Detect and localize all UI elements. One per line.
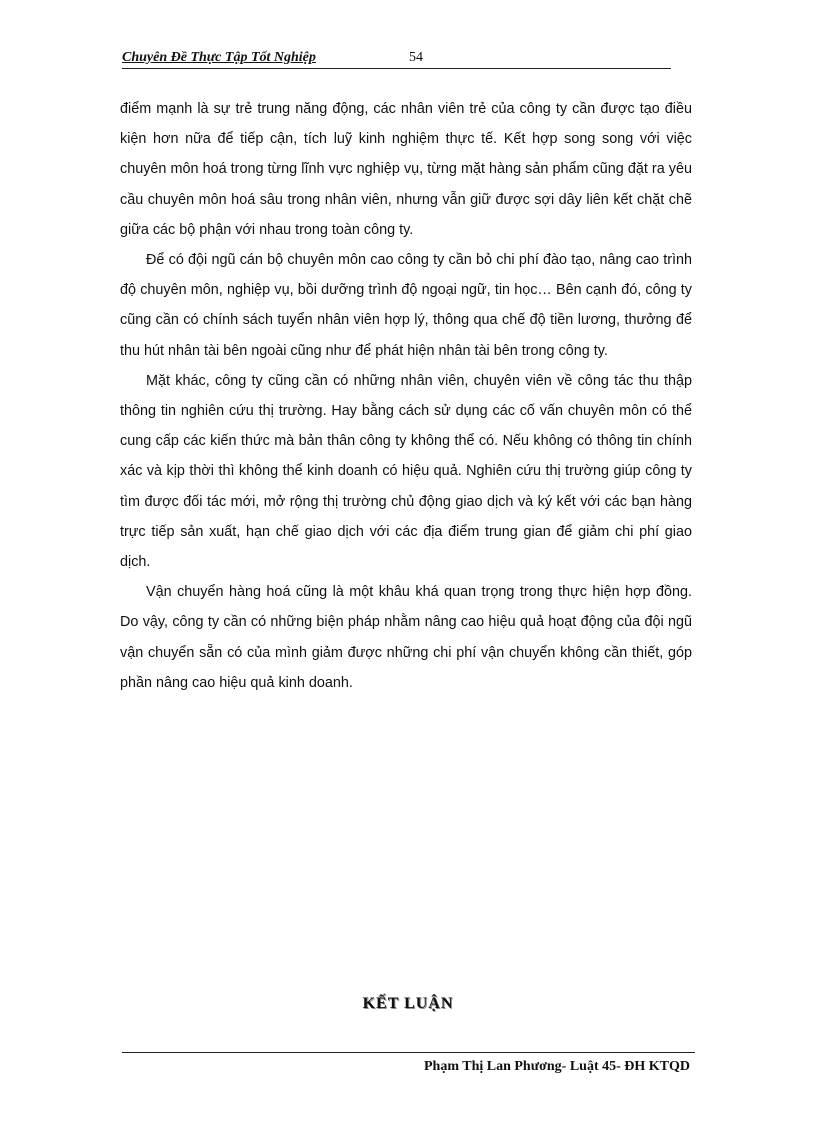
footer-rule [122,1052,695,1053]
paragraph-4: Vận chuyển hàng hoá cũng là một khâu khá quan trọng trong thực hiện hợp đồng. Do vậy, công ty cần có những biện pháp nhằm nâng cao hiệu quả hoạt động của đội ngũ vận chuyển sẵn có của mình giảm được những chi phí vận chuyển không cần thiết, góp phần nâng cao hiệu quả kinh doanh. [120,584,692,691]
page-header [122,50,671,69]
page-number: 54 [409,50,423,65]
document-title: Chuyên Đề Thực Tập Tốt Nghiệp [122,50,316,65]
footer-author: Phạm Thị Lan Phương- Luật 45- ĐH KTQD [424,1059,690,1074]
paragraph-2: Để có đội ngũ cán bộ chuyên môn cao công ty cần bỏ chi phí đào tạo, nâng cao trình độ chuyên môn, nghiệp vụ, bồi dưỡng trình độ ngoại ngữ, tin học… Bên cạnh đó, công ty cũng cần có chính sách tuyển nhân viên hợp lý, thông qua chế độ tiền lương, thưởng để thu hút nhân tài bên ngoài cũng như để phát hiện nhân tài bên trong công ty. [120,252,692,359]
paragraph-1: điểm mạnh là sự trẻ trung năng động, các nhân viên trẻ của công ty cần được tạo điều kiện hơn nữa để tiếp cận, tích luỹ kinh nghiệm thực tế. Kết hợp song song với việc chuyên môn hoá trong từng lĩnh vực nghiệp vụ, từng mặt hàng sản phẩm cũng đặt ra yêu cầu chuyên môn hoá sâu trong nhân viên, nhưng vẫn giữ được sợi dây liên kết chặt chẽ giữa các bộ phận với nhau trong toàn công ty. [120,101,692,238]
section-heading: KẾT LUẬN [362,995,454,1012]
paragraph-3: Mặt khác, công ty cũng cần có những nhân viên, chuyên viên về công tác thu thập thông tin nghiên cứu thị trường. Hay bằng cách sử dụng các cố vấn chuyên môn có thể cung cấp các kiến thức mà bản thân công ty không thể có. Nếu không có thông tin chính xác và kịp thời thì không thể kinh doanh có hiệu quả. Nghiên cứu thị trường giúp công ty tìm được đối tác mới, mở rộng thị trường chủ động giao dịch và ký kết với các bạn hàng trực tiếp sản xuất, hạn chế giao dịch với các địa điểm trung gian để giảm chi phí giao dịch. [120,372,692,571]
body-text [120,94,692,698]
